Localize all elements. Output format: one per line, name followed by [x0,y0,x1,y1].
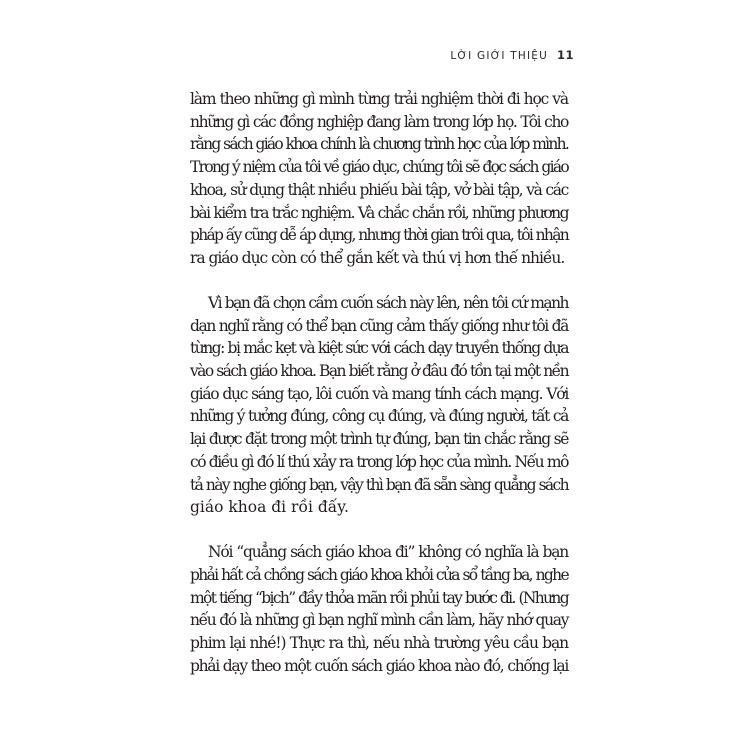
text-line: rằng sách giáo khoa chính là chương trình học của lớp mình. [190,135,568,154]
text-line: giáo khoa đi rồi đấy. [190,498,349,517]
paragraph-3 [190,541,568,677]
running-header [450,48,574,62]
text-line: nếu đó là những gì bạn nghĩ mình cần làm, hãy nhớ quay [190,611,568,630]
text-line: từng: bị mắc kẹt và kiệt sức với cách dạy truyền thống dựa [190,339,568,358]
text-line: phim lại nhé!) Thực ra thì, nếu nhà trường yêu cầu bạn [190,634,568,653]
text-line: những ý tưởng đúng, công cụ đúng, và đúng người, tất cả [190,407,568,426]
text-line: Vì bạn đã chọn cầm cuốn sách này lên, nên tôi cứ mạnh [208,293,568,312]
text-line: làm theo những gì mình từng trải nghiệm thời đi học và [190,90,568,108]
text-line: vào sách giáo khoa. Bạn biết rằng ở đâu đó tồn tại một nền [190,362,568,381]
text-line: phải dạy theo một cuốn sách giáo khoa nào đó, chống lại [190,656,568,675]
body-text [190,88,568,700]
text-line: những gì các đồng nghiệp đang làm trong lớp họ. Tôi cho [190,112,568,131]
paragraph-2 [190,292,568,519]
page-number: 11 [556,48,574,62]
text-line: giáo dục sáng tạo, lôi cuốn và mang tính cách mạng. Với [190,384,568,403]
text-line: dạn nghĩ rằng có thể bạn cũng cảm thấy giống như tôi đã [190,316,568,335]
paragraph-1 [190,88,568,270]
text-line: Nói “quẳng sách giáo khoa đi” không có nghĩa là bạn [208,543,568,562]
text-line: ra giáo dục còn có thể gắn kết và thú vị hơn thế nhiều. [190,248,565,267]
text-line: một tiếng “bịch” đầy thỏa mãn rồi phủi tay bước đi. (Nhưng [190,588,568,607]
text-line: phải hất cả chồng sách giáo khoa khỏi cửa sổ tầng ba, nghe [190,565,568,584]
section-title: LỜI GIỚI THIỆU [450,50,548,62]
text-line: bài kiểm tra trắc nghiệm. Và chắc chắn rồi, những phương [190,203,568,222]
text-line: khoa, sử dụng thật nhiều phiếu bài tập, vở bài tập, và các [190,180,568,199]
text-line: pháp ấy cũng dễ áp dụng, nhưng thời gian trôi qua, tôi nhận [190,226,568,245]
text-line: có điều gì đó lí thú xảy ra trong lớp học của mình. Nếu mô [190,452,568,471]
text-line: tả này nghe giống bạn, vậy thì bạn đã sẵn sàng quẳng sách [190,475,568,494]
text-line: Trong ý niệm của tôi về giáo dục, chúng tôi sẽ đọc sách giáo [190,158,568,177]
text-line: lại được đặt trong một trình tự đúng, bạn tin chắc rằng sẽ [190,430,568,449]
